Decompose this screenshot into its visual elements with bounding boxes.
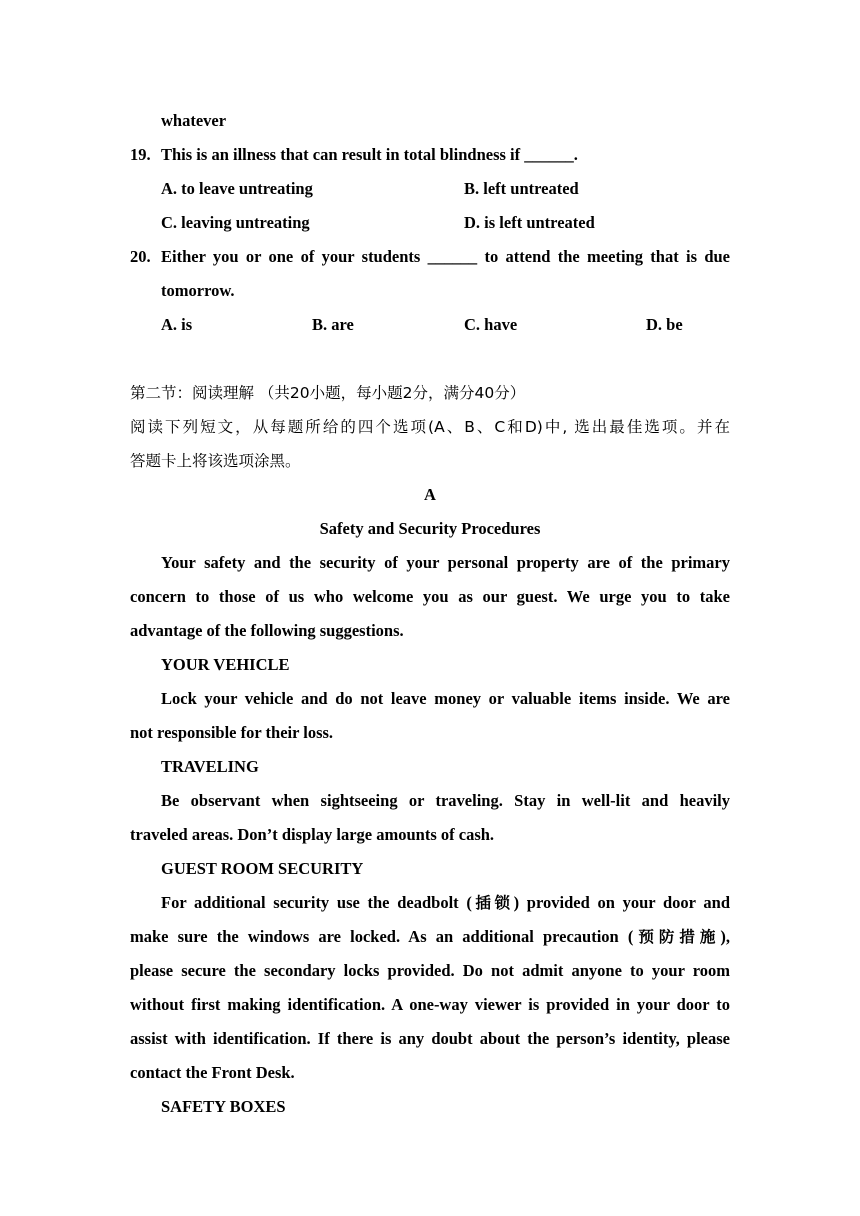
traveling-line-1: Be observant when sightseeing or traveling. Stay in well-lit and heavily xyxy=(161,791,730,810)
room-line-1-text-a: For additional security use the deadbolt ( xyxy=(161,893,472,912)
intro-line-3: advantage of the following suggestions. xyxy=(130,621,404,640)
safety-boxes-heading: SAFETY BOXES xyxy=(161,1097,286,1116)
vehicle-line-1: Lock your vehicle and do not leave money or valuable items inside. We are xyxy=(161,689,730,708)
intro-line-2: concern to those of us who welcome you as our guest. We urge you to take xyxy=(130,587,730,606)
question-stem: This is an illness that can result in total blindness if ______. xyxy=(161,145,578,164)
q20-option-b: B. are xyxy=(312,315,354,334)
passage-title: Safety and Security Procedures xyxy=(319,519,541,538)
room-line-3: please secure the secondary locks provided. Do not admit anyone to your room xyxy=(130,961,730,980)
q19-options-row-1 xyxy=(130,172,730,206)
intro-line-1: Your safety and the security of your personal property are of the primary xyxy=(161,553,730,572)
section-instruction-line-2: 答题卡上将该选项涂黑。 xyxy=(130,452,301,470)
q19-option-b: B. left untreated xyxy=(464,179,579,198)
exam-page xyxy=(130,104,730,1124)
vehicle-line-2: not responsible for their loss. xyxy=(130,723,334,742)
passage-label: A xyxy=(424,485,436,504)
question-number: 19. xyxy=(130,145,151,164)
spacer xyxy=(130,342,730,376)
q19-option-a: A. to leave untreating xyxy=(161,179,313,198)
room-line-1 xyxy=(130,886,730,920)
room-line-1-text-b: ) provided on your door and xyxy=(513,893,730,912)
question-number: 20. xyxy=(130,247,151,266)
q20-options-row xyxy=(130,308,730,342)
section-heading: 第二节：阅读理解 （共20小题，每小题2分，满分40分） xyxy=(130,384,526,402)
question-stem-line-2: tomorrow. xyxy=(161,281,235,300)
question-19 xyxy=(130,138,730,172)
room-line-2 xyxy=(130,920,730,954)
q18-option-tail: whatever xyxy=(161,111,227,130)
room-line-4: without first making identification. A one-way viewer is provided in your door to xyxy=(130,995,730,1014)
room-line-1-chinese: 插锁 xyxy=(471,894,514,912)
question-stem-line-1: Either you or one of your students ______ to attend the meeting that is due xyxy=(161,247,730,266)
q20-option-a: A. is xyxy=(161,315,193,334)
q20-option-d: D. be xyxy=(646,315,683,334)
room-line-6: contact the Front Desk. xyxy=(130,1063,295,1082)
room-line-2-chinese: 预防措施 xyxy=(633,928,721,946)
traveling-line-2: traveled areas. Don’t display large amounts of cash. xyxy=(130,825,495,844)
room-line-2-text-b: ), xyxy=(720,927,730,946)
traveling-heading: TRAVELING xyxy=(161,757,259,776)
q20-option-c: C. have xyxy=(464,315,518,334)
section-instruction-line-1: 阅读下列短文，从每题所给的四个选项(A、B、C和D)中, 选出最佳选项。并在 xyxy=(130,418,730,436)
question-20 xyxy=(130,240,730,274)
room-security-heading: GUEST ROOM SECURITY xyxy=(161,859,364,878)
room-line-5: assist with identification. If there is any doubt about the person’s identity, please xyxy=(130,1029,730,1048)
q19-option-c: C. leaving untreating xyxy=(161,213,310,232)
q19-option-d: D. is left untreated xyxy=(464,213,595,232)
room-line-2-text-a: make sure the windows are locked. As an additional precaution ( xyxy=(130,927,634,946)
vehicle-heading: YOUR VEHICLE xyxy=(161,655,290,674)
q19-options-row-2 xyxy=(130,206,730,240)
